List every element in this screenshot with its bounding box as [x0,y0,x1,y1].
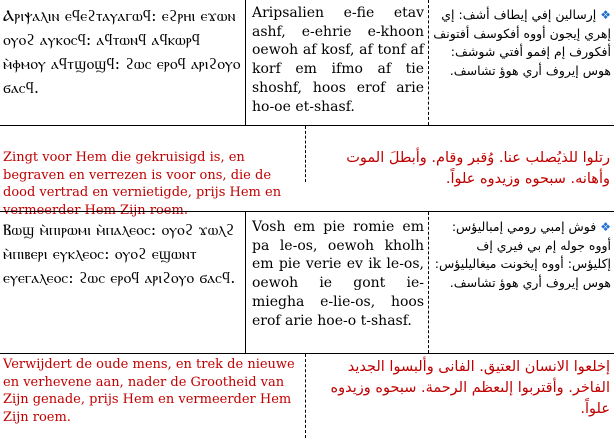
verse-row-1 [0,0,614,125]
coptic-text: Ⲁⲣⲓⲯⲁⲗⲓⲛ ⲉϥⲉϩⲧⲁⲩⲁⲅⲱϥ: ⲉϩⲣⲏⲓ ⲉϫⲱⲛ ⲟⲩⲟϩ ⲁⲩⲕⲟⲥϥ: ⲁϥⲧⲱⲛϥ ⲁϥⲕⲱⲣϥ ⲙ̀ⲫⲙⲟⲩ ⲁϥⲧϣⲟϣϥ: ϩⲱⲥ ⲉⲣⲟϥ ⲁⲣⲓϩⲟⲩⲟ ϭⲁⲥϥ. [3,7,241,97]
arabic-red-text: إخلعوا الانسان العتيق. الفانى وألبسوا الجديد الفاخر. وأقتربوا إلىعظم الرحمة. سبحوه وزيدوه علواً. [330,359,610,417]
column-divider [245,212,246,353]
arabic-text-content: فوش إمبي رومي إمباليؤس: أووه جوله إم بي فيري إف إكليؤس: أووه إيخونت ميغاليليؤس: هوس إيروف أري هوؤ تشاسف. [434,219,611,290]
translation-row-1 [0,126,614,218]
verse-row-2 [0,212,614,353]
arabic-text [432,6,611,80]
column-divider-dashed [305,126,306,182]
diamond-icon: ❖ [600,8,611,22]
arabic-text-content: إرسالين إفي إيطاف أشف: إي إهري إيجون أووه أفكوسف أفتونف أفكورف إم إفمو أفتي شوشف: هوس إيروف أري هوؤ تشاسف. [433,7,611,78]
arabic-red-text: رتلوا للذيُصلب عنا. وُقبر وقام. وأبطلَ الموت وأهانه. سبحوه وزيدوه علواً. [346,150,610,187]
translation-row-2 [0,354,614,438]
column-divider-dashed [305,354,306,438]
coptic-text: Ⲃⲱϣ ⲙ̀ⲡⲓⲣⲱⲙⲓ ⲙ̀ⲡⲁⲗⲉⲟⲥ: ⲟⲩⲟϩ ϫⲱⲗϩ ⲙ̀ⲡⲓⲃⲉⲣⲓ ⲉⲩⲕⲗⲉⲟⲥ: ⲟⲩⲟϩ ⲉϣⲱⲛⲧ ⲉⲩⲉⲅⲁⲗⲉⲟⲥ: ϩⲱⲥ ⲉⲣⲟϥ ⲁⲣⲓϩⲟⲩⲟ ϭⲁⲥϥ. [3,221,236,287]
column-divider-dashed [428,212,429,353]
dutch-text: Verwijdert de oude mens, en trek de nieuwe en verhevene aan, nader de Grootheid van Zijn genade, prijs Hem en vermeerder Hem Zijn roem. [3,357,295,425]
transliteration-text: Aripsalien e-fie etav ashf, e-ehrie e-khoon oewoh af kosf, af tonf af korf em ifmo af tie shoshf, hoos erof arie ho-oe et-shasf. [252,5,424,115]
column-divider-dashed [428,0,429,125]
column-divider [245,0,246,125]
transliteration-text: Vosh em pie romie em pa le-os, oewoh kholh em pie verie ev ik le-os, oewoh ie gont ie-miegha e-lie-os, hoos erof arie hoe-o t-shasf. [252,219,424,329]
arabic-text [432,218,611,292]
diamond-icon: ❖ [600,220,611,234]
dutch-text: Zingt voor Hem die gekruisigd is, en begraven en verrezen is voor ons, die de dood vertrad en vernietigde, prijs Hem en vermeerder Hem Zijn roem. [3,150,282,218]
